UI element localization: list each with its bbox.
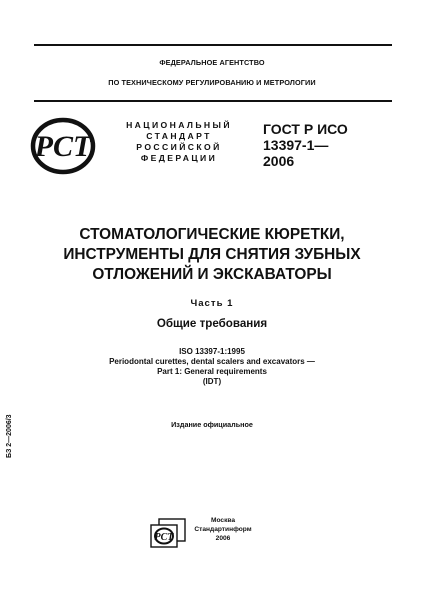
publisher-block [193, 516, 253, 543]
agency-line-1: ФЕДЕРАЛЬНОЕ АГЕНТСТВО [159, 58, 265, 67]
top-rule [34, 44, 392, 46]
header-rule [34, 100, 392, 102]
national-standard-line-2: СТАНДАРТ [146, 131, 212, 141]
national-standard-line-3: РОССИЙСКОЙ [136, 142, 222, 152]
document-subtitle: Общие требования [156, 317, 268, 330]
publisher-city: Москва [210, 517, 236, 524]
svg-text:РСТ: РСТ [154, 532, 174, 543]
gost-r-certification-mark-icon [30, 117, 96, 175]
iso-reference-line-3: Part 1: General requirements [157, 367, 267, 376]
edition-note: Издание официальное [171, 420, 253, 429]
document-title-line-1: СТОМАТОЛОГИЧЕСКИЕ КЮРЕТКИ, [79, 226, 345, 243]
publisher-year: 2006 [215, 535, 231, 542]
national-standard-line-1: НАЦИОНАЛЬНЫЙ [126, 120, 232, 130]
document-title-line-2: ИНСТРУМЕНТЫ ДЛЯ СНЯТИЯ ЗУБНЫХ [63, 246, 361, 263]
side-code: БЗ 2—2006/3 [6, 414, 13, 458]
standard-code-line-1: ГОСТ Р ИСО [263, 121, 348, 137]
standartinform-logo-icon [150, 518, 186, 548]
standard-code-line-2: 13397-1— [263, 137, 329, 153]
standard-code-line-3: 2006 [263, 153, 295, 169]
publisher-name: Стандартинформ [194, 526, 252, 533]
iso-reference-line-2: Periodontal curettes, dental scalers and excavators — [109, 357, 315, 366]
national-standard-line-4: ФЕДЕРАЦИИ [140, 153, 218, 163]
document-title-line-3: ОТЛОЖЕНИЙ И ЭКСКАВАТОРЫ [92, 266, 332, 283]
agency-line-2: ПО ТЕХНИЧЕСКОМУ РЕГУЛИРОВАНИЮ И МЕТРОЛОГИИ [108, 78, 316, 87]
iso-reference-line-4: (IDT) [202, 377, 222, 386]
svg-text:РСТ: РСТ [34, 130, 92, 163]
part-number: Часть 1 [190, 298, 234, 309]
iso-reference-line-1: ISO 13397-1:1995 [179, 347, 245, 356]
